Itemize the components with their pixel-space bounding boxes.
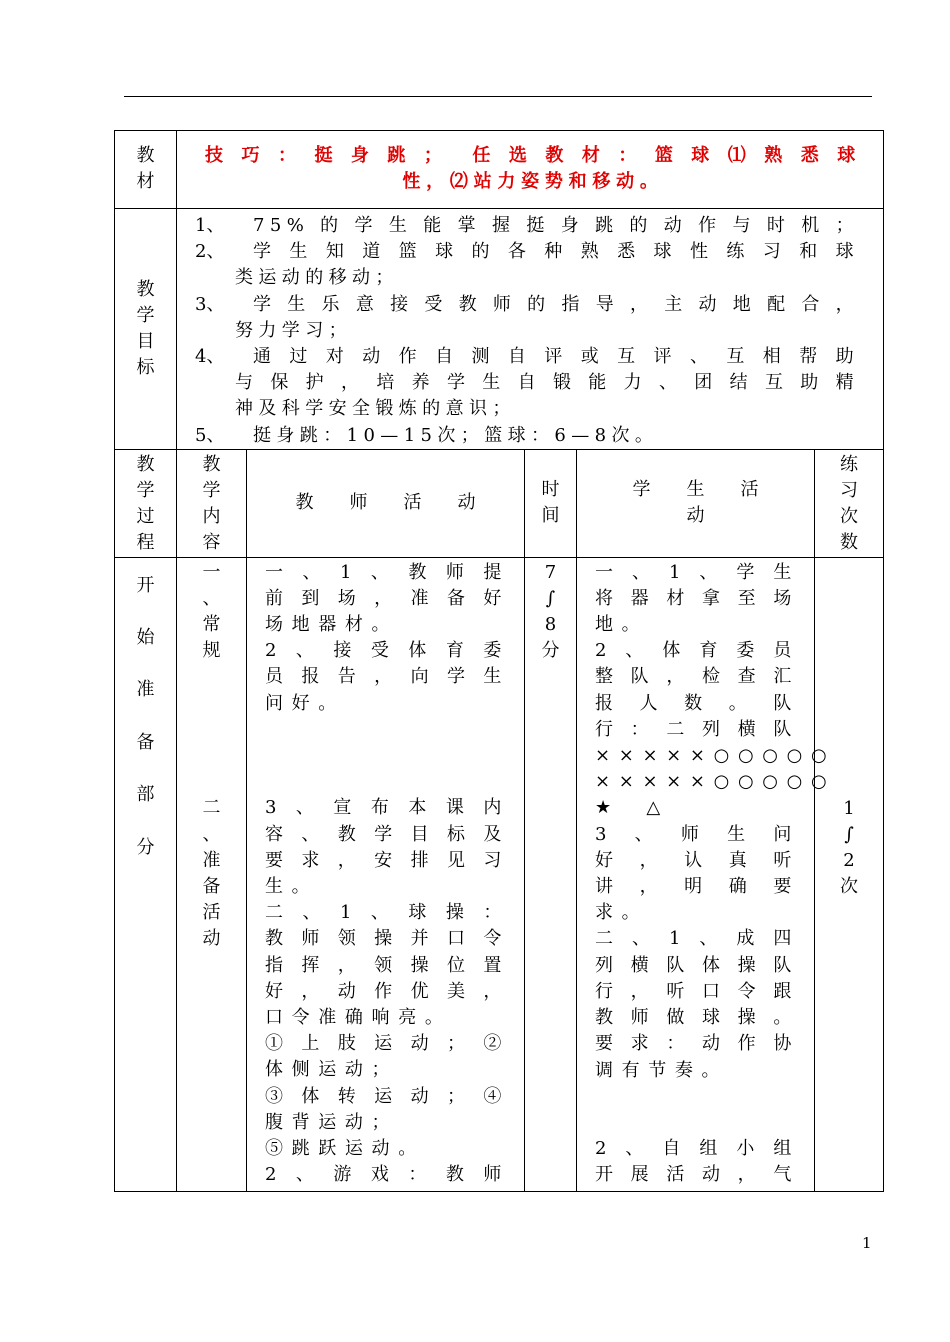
time-header: 时 间 — [525, 449, 577, 557]
material-title — [177, 131, 884, 209]
teacher-activity-header: 教 师 活 动 — [247, 449, 525, 557]
formation-markers: ★ △ — [595, 797, 669, 819]
reps-header: 练 习 次 数 — [815, 449, 884, 557]
objective-item: 2、 学生知道篮球的各种熟悉球性练习和球 — [195, 241, 860, 263]
reps-column: 1 ∫ 2 次 — [815, 557, 884, 1191]
content-column: 一 、 常 规 二 、 准 备 活 动 — [177, 557, 247, 1191]
student-activity-column: 一、1、学生 将器材拿至场 地。 2、体育委员 整队，检查汇 报人数。队 行：二列横队 ×××××○○○○○ ×××××○○○○○ ★ △ 3、师生问 好，认真听 讲，明确要 求。 二、1、成四 列横队体操队 行，听口令跟 教师做球操。 要求：动作协 调有节奏。 2、自组小组 开展活动，气 — [577, 557, 815, 1191]
section-name: 开 始 准 备 部 分 — [115, 557, 177, 1191]
header-rule — [124, 96, 872, 97]
student-activity-header: 学 生 活 动 — [577, 449, 815, 557]
section-row — [115, 557, 884, 1191]
material-title-line1: 技巧：挺身跳； 任选教材：篮球⑴熟悉球 — [205, 145, 862, 166]
page-number: 1 — [862, 1234, 872, 1252]
content-header: 教 学 内 容 — [177, 449, 247, 557]
teacher-activity-column: 一、1、教师提 前到场，准备好 场地器材。 2、接受体育委 员报告，向学生 问好。 3、宣布本课内 容、教学目标及 要求，安排见习 生。 二、1、球操： 教师领操并口令 指挥，领操位置 好，动作优美， 口令准确响亮。 ①上肢运动；② 体侧运动； ③体转运动；④ 腹背运动； ⑤跳跃运动。 2、游戏：教师 — [247, 557, 525, 1191]
objectives-label: 教 学 目 标 — [115, 209, 177, 450]
material-title-line2: 性，⑵站力姿势和移动。 — [402, 171, 664, 193]
objective-item: 5、 挺身跳：10—15次；篮球：6—8次。 — [195, 424, 659, 446]
material-row — [115, 131, 884, 209]
objectives-row — [115, 209, 884, 450]
objective-item: 1、 75%的学生能掌握挺身跳的动作与时机； — [195, 215, 860, 236]
process-header-row — [115, 449, 884, 557]
process-header: 教 学 过 程 — [115, 449, 177, 557]
objective-item: 4、 通过对动作自测自评或互评、互相帮助 — [195, 346, 860, 368]
objective-item: 3、 学生乐意接受教师的指导，主动地配合， — [195, 293, 860, 315]
time-column: 7 ∫ 8 分 — [525, 557, 577, 1191]
lesson-plan-table — [114, 130, 884, 1192]
material-label: 教 材 — [115, 131, 177, 209]
objectives-list: 1、 75%的学生能掌握挺身跳的动作与时机； 2、 学生知道篮球的各种熟悉球性练习和球 类运动的移动； 3、 学生乐意接受教师的指导，主动地配合， 努力学习； 4、 通过对动作自测自评或互评、互相帮助 与保护，培养学生自锻能力、团结互助精 神及科学安全锻炼的意识； 5、 挺身跳：10—15次；篮球：6—8次。 — [177, 209, 884, 450]
